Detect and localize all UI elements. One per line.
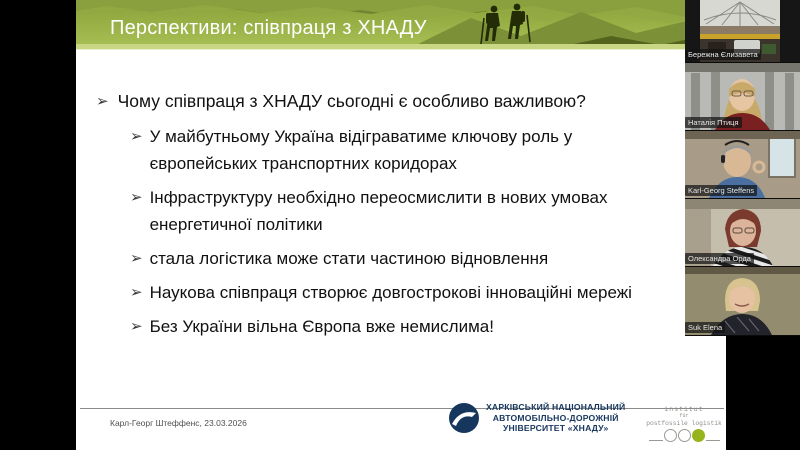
institute-name-line: postfossile logistik [646, 420, 722, 427]
university-name-line: АВТОМОБІЛЬНО-ДОРОЖНІЙ [492, 412, 619, 423]
participant-tile[interactable] [685, 0, 800, 62]
sub-bullet [130, 279, 706, 306]
institute-dots-icon [642, 429, 726, 442]
participant-name-label: Олександра Орда [685, 253, 754, 264]
arrow-bullet-icon: ➢ [130, 250, 143, 267]
participant-tile[interactable] [685, 131, 800, 198]
slide-body [96, 88, 706, 347]
main-bullet [96, 88, 706, 115]
khnadu-logo-icon [448, 402, 480, 434]
sub-bullet-text: Інфраструктуру необхідно переосмислити в нових умовах енергетичної політики [149, 188, 608, 234]
participant-name-label: Karl-Georg Steffens [685, 185, 757, 196]
arrow-bullet-icon: ➢ [130, 128, 143, 145]
sub-bullet-text: Без України вільна Європа вже немислима! [149, 317, 494, 336]
main-bullet-text: Чому співпраця з ХНАДУ сьогодні є особливо важливою? [117, 91, 586, 111]
institute-name-line: für [679, 413, 689, 419]
participant-tile[interactable] [685, 199, 800, 266]
participant-strip [685, 0, 800, 336]
university-name-line: ХАРКІВСЬКИЙ НАЦІОНАЛЬНИЙ [486, 402, 626, 413]
sub-bullet-text: стала логістика може стати частиною відновлення [149, 249, 549, 268]
sub-bullet [130, 184, 706, 238]
sub-bullet [130, 123, 706, 177]
sub-bullet-text: Наукова співпраця створює довгострокові інноваційні мережі [149, 283, 632, 302]
author-date: Карл-Георг Штеффенс, 23.03.2026 [110, 418, 247, 428]
participant-tile[interactable] [685, 63, 800, 130]
arrow-bullet-icon: ➢ [130, 189, 143, 206]
arrow-bullet-icon: ➢ [96, 93, 109, 110]
university-logo-block [448, 402, 648, 434]
shared-slide [76, 0, 726, 450]
university-name-line: УНІВЕРСИТЕТ «ХНАДУ» [502, 423, 609, 434]
slide-title: Перспективи: співпраця з ХНАДУ [110, 17, 427, 39]
participant-name-label: Бережна Єлизавета [685, 49, 761, 60]
participant-tile[interactable] [685, 267, 800, 335]
institute-name-line: institut [664, 406, 704, 413]
arrow-bullet-icon: ➢ [130, 284, 143, 301]
participant-name-label: Suk Elena [685, 322, 725, 333]
participant-name-label: Наталія Птиця [685, 117, 742, 128]
institute-logo-block [642, 406, 726, 442]
slide-title-banner [76, 0, 726, 50]
sub-bullet-text: У майбутньому Україна відіграватиме ключову роль у європейських транспортних коридорах [149, 127, 573, 173]
sub-bullet [130, 245, 706, 272]
arrow-bullet-icon: ➢ [130, 318, 143, 335]
sub-bullet [130, 313, 706, 340]
